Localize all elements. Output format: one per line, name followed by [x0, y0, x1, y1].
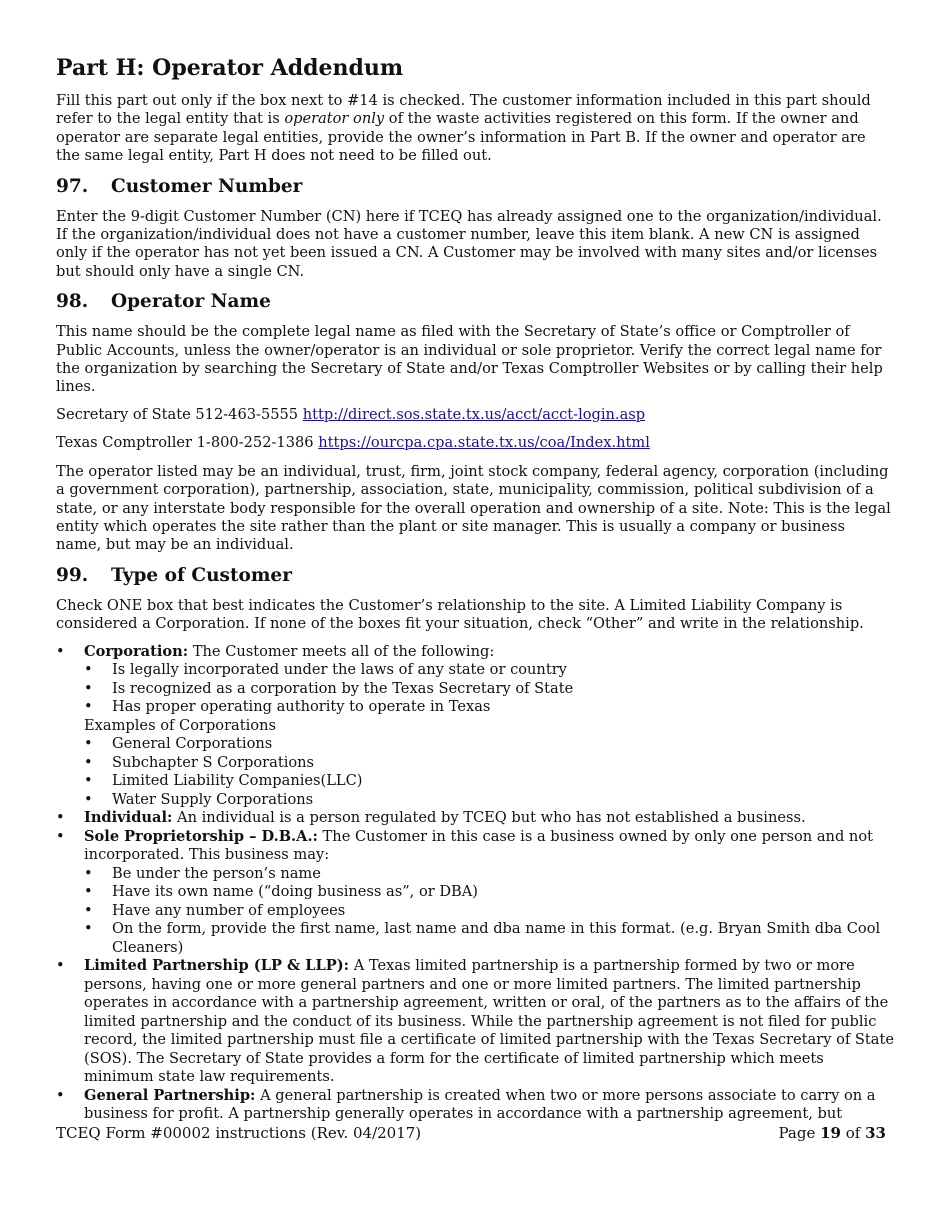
list-item: • Have its own name (“doing business as”, or DBA)	[84, 883, 894, 902]
list-item: • Has proper operating authority to operate in Texas	[84, 698, 894, 717]
corporation-criteria-list	[84, 661, 894, 717]
list-item: • Limited Liability Companies(LLC)	[84, 772, 894, 791]
section-99-body: Check ONE box that best indicates the Customer’s relationship to the site. A Limited Liability Company is considered a Corporation. If none of the boxes fit your situation, check “Other” and write in the relationship.	[56, 596, 864, 633]
section-97-heading: 97. Customer Number	[56, 175, 303, 197]
sole-proprietorship-list	[84, 865, 894, 958]
list-item: • Is recognized as a corporation by the Texas Secretary of State	[84, 680, 894, 699]
operator-only-emphasis: operator only	[284, 110, 385, 128]
list-item: • Subchapter S Corporations	[84, 754, 894, 773]
section-97-body: Enter the 9-digit Customer Number (CN) here if TCEQ has already assigned one to the organization/individual. If the organization/individual does not have a customer number, leave this item blank. A new CN is assigned only if the operator has not yet been issued a CN. A Customer may be involved with many sites and/or licenses but should only have a single CN.	[56, 207, 882, 280]
customer-type-list	[56, 643, 894, 1124]
sos-link[interactable]: http://direct.sos.state.tx.us/acct/acct-login.asp	[302, 405, 646, 423]
list-item: • On the form, provide the first name, last name and dba name in this format. (e.g. Bryan Smith dba Cool Cleaners)	[84, 920, 894, 957]
list-item-sole-proprietorship: • Sole Proprietorship – D.B.A.: The Customer in this case is a business owned by only one person and not incorporated. This business may: • Be under the person’s name • Have its own name (“doing business as”, or DBA) • Have any number of employees • On the form, provide the first name, last name and dba name in this format. (e.g. Bryan Smith dba Cool Cleaners)	[56, 828, 894, 958]
page-title: Part H: Operator Addendum	[56, 55, 404, 81]
list-item: • Be under the person’s name	[84, 865, 894, 884]
section-98-heading: 98. Operator Name	[56, 291, 271, 313]
list-item-limited-partnership: • Limited Partnership (LP & LLP): A Texas limited partnership is a partnership formed by two or more persons, having one or more general partners and one or more limited partners. The limited partnership operates in accordance with a partnership agreement, written or oral, of the partners as to the affairs of the limited partnership and the conduct of its business. While the partnership agreement is not filed for public record, the limited partnership must file a certificate of limited partnership with the Texas Secretary of State (SOS). The Secretary of State provides a form for the certificate of limited partnership which meets minimum state law requirements.	[56, 957, 894, 1087]
list-item: • Have any number of employees	[84, 902, 894, 921]
sos-contact-line: Secretary of State 512-463-5555 http://direct.sos.state.tx.us/acct/acct-login.asp	[56, 405, 646, 423]
page-number: Page 19 of 33	[778, 1124, 886, 1142]
form-identifier: TCEQ Form #00002 instructions (Rev. 04/2017)	[56, 1124, 422, 1142]
corporation-examples-list	[84, 735, 894, 809]
section-98-body: This name should be the complete legal name as filed with the Secretary of State’s office or Comptroller of Public Accounts, unless the owner/operator is an individual or sole proprietor. Verify the correct legal name for the organization by searching the Secretary of State and/or Texas Comptroller Websites or by calling their help lines.	[56, 323, 883, 396]
intro-paragraph: Fill this part out only if the box next to #14 is checked. The customer information included in this part should refer to the legal entity that is operator only of the waste activities registered on this form. If the owner and operator are separate legal entities, provide the owner’s information in Part B. If the owner and operator are the same legal entity, Part H does not need to be filled out.	[56, 92, 871, 165]
list-item: • Is legally incorporated under the laws of any state or country	[84, 661, 894, 680]
list-item-general-partnership: • General Partnership: A general partnership is created when two or more persons associate to carry on a business for profit. A partnership generally operates in accordance with a partnership agreement, but	[56, 1087, 894, 1124]
section-98-body-2: The operator listed may be an individual, trust, firm, joint stock company, federal agency, corporation (including a government corporation), partnership, association, state, municipality, commission, political subdivision of a state, or any interstate body responsible for the overall operation and ownership of a site. Note: This is the legal entity which operates the site rather than the plant or site manager. This is usually a company or business name, but may be an individual.	[56, 462, 891, 554]
list-item-individual: • Individual: An individual is a person regulated by TCEQ but who has not established a business.	[56, 809, 894, 828]
list-item-corporation: • Corporation: The Customer meets all of the following: • Is legally incorporated under the laws of any state or country • Is recognized as a corporation by the Texas Secretary of State • Has proper operating authority to operate in Texas Examples of Corporations • General Corporations • Subchapter S Corporations • Limited Liability Companies(LLC) • Water Supply Corporations	[56, 643, 894, 810]
list-item: • General Corporations	[84, 735, 894, 754]
comptroller-link[interactable]: https://ourcpa.cpa.state.tx.us/coa/Index.html	[318, 434, 650, 452]
section-99-heading: 99. Type of Customer	[56, 564, 292, 586]
corporation-examples-label: Examples of Corporations	[84, 716, 276, 734]
list-item: • Water Supply Corporations	[84, 791, 894, 810]
comptroller-contact-line: Texas Comptroller 1-800-252-1386 https://ourcpa.cpa.state.tx.us/coa/Index.html	[56, 434, 650, 452]
page-footer	[56, 1123, 886, 1143]
document-page	[56, 54, 894, 1124]
